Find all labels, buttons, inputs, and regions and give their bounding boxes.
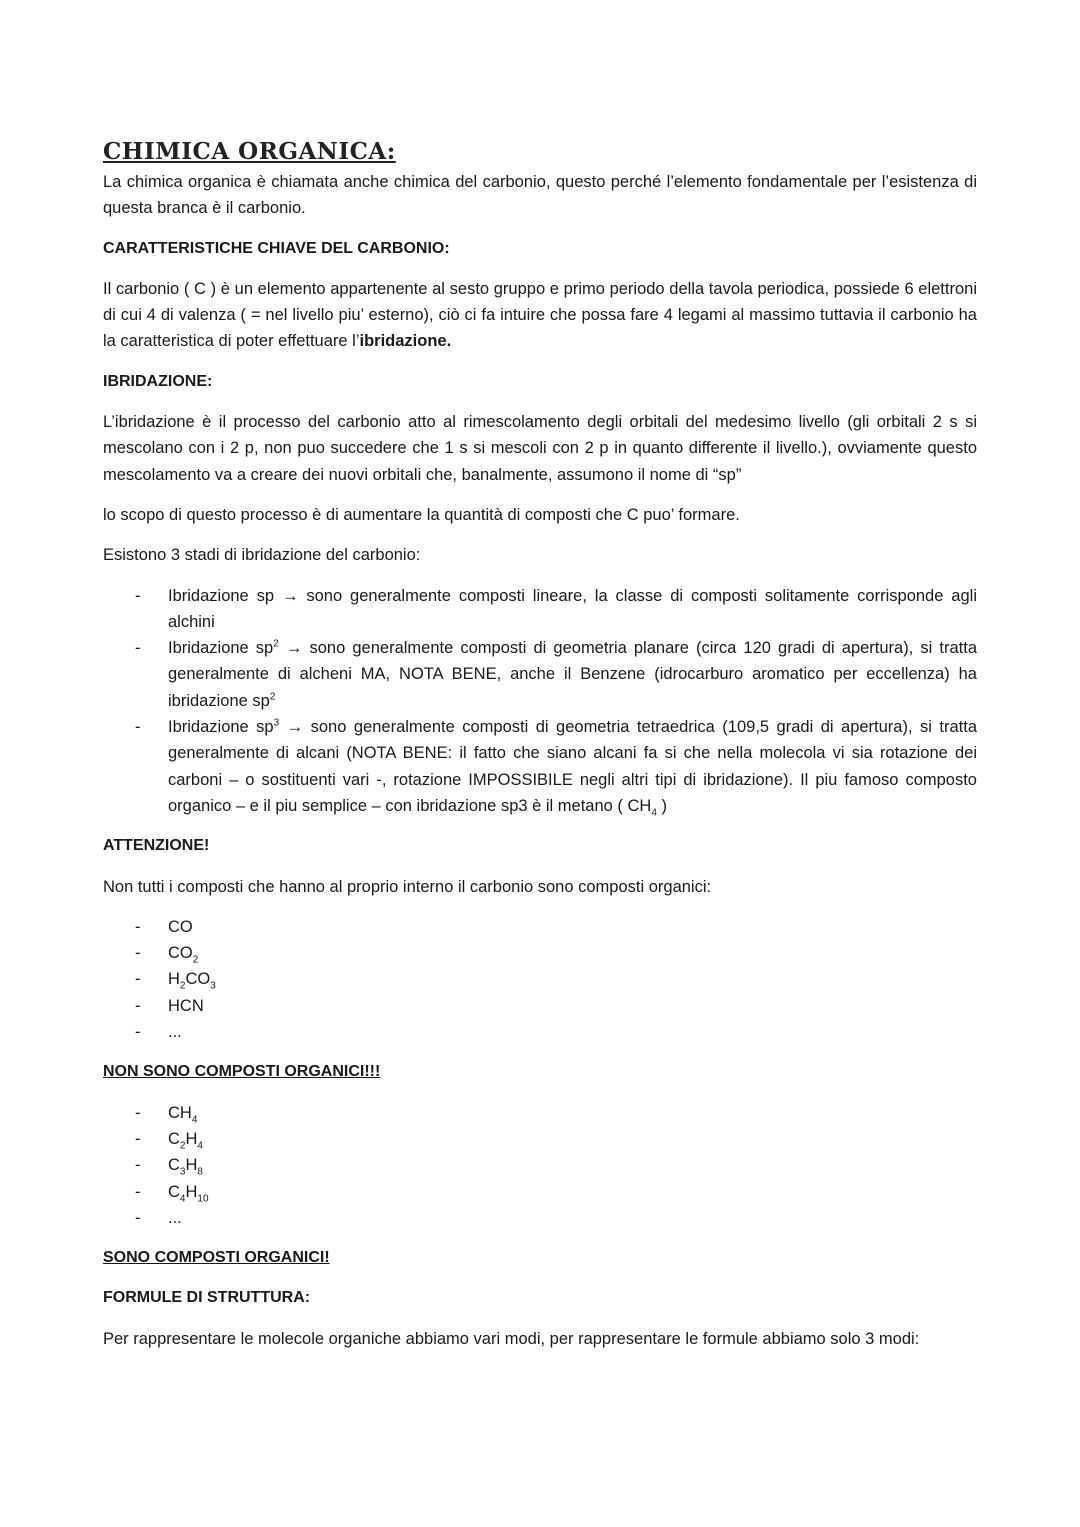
list-item-co: - CO (103, 914, 977, 940)
list-item-c4h10 (103, 1179, 977, 1205)
inorganic-list (103, 914, 977, 1045)
c2h4-c: H (185, 1129, 198, 1148)
c4h10-c: H (185, 1182, 198, 1201)
heading-ibridazione: IBRIDAZIONE: (103, 372, 213, 390)
c3h8-a: C (168, 1156, 180, 1175)
heading-carbon-features: CARATTERISTICHE CHIAVE DEL CARBONIO: (103, 239, 450, 257)
ch4-b: 4 (191, 1113, 198, 1125)
h2co3-d: 3 (210, 980, 216, 992)
list-item-h2co3 (103, 966, 977, 992)
list-item-sp: - Ibridazione sp → sono generalmente composti lineare, la classe di composti solitamente corrisponde agli alchini (103, 583, 977, 636)
ibridazione-bold: ibridazione. (359, 332, 452, 351)
list-item-dots: - ... (103, 1205, 977, 1231)
formule-paragraph: Per rappresentare le molecole organiche abbiamo vari modi, per rappresentare le formule abbiamo solo 3 modi: (103, 1329, 920, 1348)
h2co3-b: 2 (179, 980, 186, 992)
ch4-a: CH (168, 1103, 192, 1122)
list-item-ch4 (103, 1100, 977, 1126)
sp3-label: Ibridazione sp (168, 718, 274, 737)
stages-paragraph: Esistono 3 stadi di ibridazione del carbonio: (103, 546, 421, 565)
c2h4-d: 4 (197, 1140, 203, 1152)
list-item-c2h4 (103, 1126, 977, 1152)
co2-b: 2 (192, 954, 199, 966)
verdict-inorganic: NON SONO COMPOSTI ORGANICI!!! (103, 1063, 381, 1081)
benzene-sup: 2 (269, 691, 276, 703)
list-item-dots: - ... (103, 1019, 977, 1045)
document-page (103, 138, 977, 1352)
sp3-close: ) (656, 796, 667, 815)
organic-list (103, 1100, 977, 1231)
sp2-text: → sono generalmente composti di geometria planare (circa 120 gradi di apertura), si tratta generalmente di alcheni MA, NOTA BENE, anche il Benzene (idrocarburo aromatico per eccellenza) ha ibridazione sp (168, 639, 978, 710)
list-item-c3h8 (103, 1152, 977, 1178)
intro-paragraph: La chimica organica è chiamata anche chimica del carbonio, questo perché l’elemento fondamentale per l’esistenza di questa branca è il carbonio. (103, 173, 977, 218)
list-item-hcn: - HCN (103, 993, 977, 1019)
sp3-text: → sono generalmente composti di geometria tetraedrica (109,5 gradi di apertura), si tratta generalmente di alcani (NOTA BENE: il fatto che siano alcani fa si che nella molecola vi sia rotazione dei carboni – o sostituenti vari -, rotazione IMPOSSIBILE negli altri tipi di ibridazione). Il piu famoso composto organico – e il piu semplice – con ibridazione sp3 è il metano ( CH (168, 718, 978, 815)
c3h8-d: 8 (197, 1166, 203, 1178)
co2-a: CO (168, 944, 193, 963)
attenzione-paragraph: Non tutti i composti che hanno al proprio interno il carbonio sono composti organici: (103, 877, 712, 896)
carbon-paragraph (103, 276, 977, 355)
c2h4-b: 2 (179, 1140, 186, 1152)
list-item-sp3 (103, 714, 977, 819)
heading-formule: FORMULE DI STRUTTURA: (103, 1289, 311, 1307)
c4h10-b: 4 (179, 1192, 186, 1204)
carbon-text: Il carbonio ( C ) è un elemento appartenente al sesto gruppo e primo periodo della tavola periodica, possiede 6 elettroni di cui 4 di valenza ( = nel livello piu’ esterno), ciò ci fa intuire che possa fare 4 legami al massimo tuttavia il carbonio ha la caratteristica di poter effettuare l’ (103, 279, 977, 351)
ibridazione-paragraph: L’ibridazione è il processo del carbonio atto al rimescolamento degli orbitali del medesimo livello (gli orbitali 2 s si mescolano con i 2 p, non puo succedere che 1 s si mescoli con 2 p in quanto differente il livello.), ovviamente questo mescolamento va a creare dei nuovi orbitali che, banalmente, assumono il nome di “sp” (103, 413, 977, 484)
sp2-label: Ibridazione sp (168, 639, 274, 658)
h2co3-a: H (168, 970, 180, 989)
scope-paragraph: lo scopo di questo processo è di aumentare la quantità di composti che C puo’ formare. (103, 505, 740, 524)
sp3-sup: 3 (273, 717, 280, 729)
list-item-sp2 (103, 635, 977, 714)
sp2-sup: 2 (273, 638, 279, 650)
c4h10-d: 10 (197, 1192, 209, 1204)
c3h8-c: H (185, 1156, 198, 1175)
hybridization-list (103, 583, 977, 820)
h2co3-c: CO (185, 970, 211, 989)
c4h10-a: C (168, 1182, 180, 1201)
methane-sub: 4 (651, 807, 657, 819)
c3h8-b: 3 (179, 1166, 186, 1178)
c2h4-a: C (168, 1129, 180, 1148)
verdict-organic: SONO COMPOSTI ORGANICI! (103, 1249, 330, 1267)
heading-attenzione: ATTENZIONE! (103, 837, 210, 855)
list-item-co2 (103, 940, 977, 966)
page-title: CHIMICA ORGANICA: (103, 138, 396, 165)
